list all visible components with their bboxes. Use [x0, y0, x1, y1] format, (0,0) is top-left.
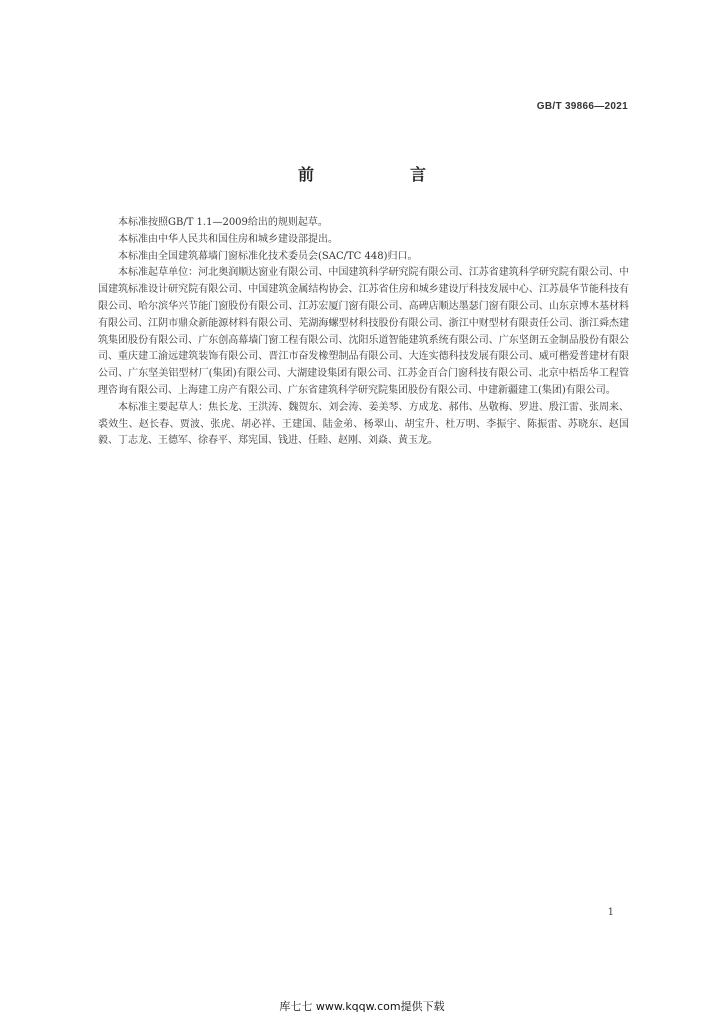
paragraph-drafting-rules: 本标准按照GB/T 1.1—2009给出的规则起草。	[118, 217, 328, 228]
paragraph-proposer: 本标准由中华人民共和国住房和城乡建设部提出。	[118, 233, 338, 245]
standard-code: GB/T 39866—2021	[536, 101, 628, 112]
download-footer: 库七七 www.kqqw.com提供下载	[279, 1000, 445, 1013]
paragraph-drafters: 本标准主要起草人：焦长龙、王洪涛、魏贺东、刘会涛、姜美琴、方成龙、郝伟、丛敬梅、罗进、殷江雷、张周来、裘效生、赵长春、贾波、张虎、胡必祥、王建国、陆金弟、杨翠山、胡宝升、杜万明、李振宇、陈振雷、苏晓东、赵国毅、丁志龙、王德军、徐春平、郑宪国、钱进、任睦、赵刚、刘焱、黄玉龙。	[98, 401, 629, 447]
foreword-body	[98, 215, 629, 450]
page-title: 前 言	[297, 165, 466, 184]
page-number: 1	[607, 907, 614, 918]
paragraph-committee: 本标准由全国建筑幕墙门窗标准化技术委员会(SAC/TC 448)归口。	[118, 250, 418, 262]
paragraph-drafting-units: 本标准起草单位：河北奥润顺达窗业有限公司、中国建筑科学研究院有限公司、江苏省建筑科学研究院有限公司、中国建筑标准设计研究院有限公司、中国建筑金属结构协会、江苏省住房和城乡建设厅科技发展中心、江苏晨华节能科技有限公司、哈尔滨华兴节能门窗股份有限公司、江苏宏厦门窗有限公司、高碑店顺达墨瑟门窗有限公司、山东京博木基材料有限公司、江阴市鼎众新能源材料有限公司、芜湖海螺型材科技股份有限公司、浙江中财型材有限责任公司、浙江舜杰建筑集团股份有限公司、广东创高幕墙门窗工程有限公司、沈阳乐道智能建筑系统有限公司、广东坚朗五金制品股份有限公司、重庆建工渝远建筑装饰有限公司、晋江市奋发橡塑制品有限公司、大连实德科技发展有限公司、威可楷爱普建材有限公司、广东坚美铝型材厂(集团)有限公司、大湖建设集团有限公司、江苏金百合门窗科技有限公司、北京中梧岳华工程管理咨询有限公司、上海建工房产有限公司、广东省建筑科学研究院集团股份有限公司、中建新疆建工(集团)有限公司。	[98, 267, 629, 396]
